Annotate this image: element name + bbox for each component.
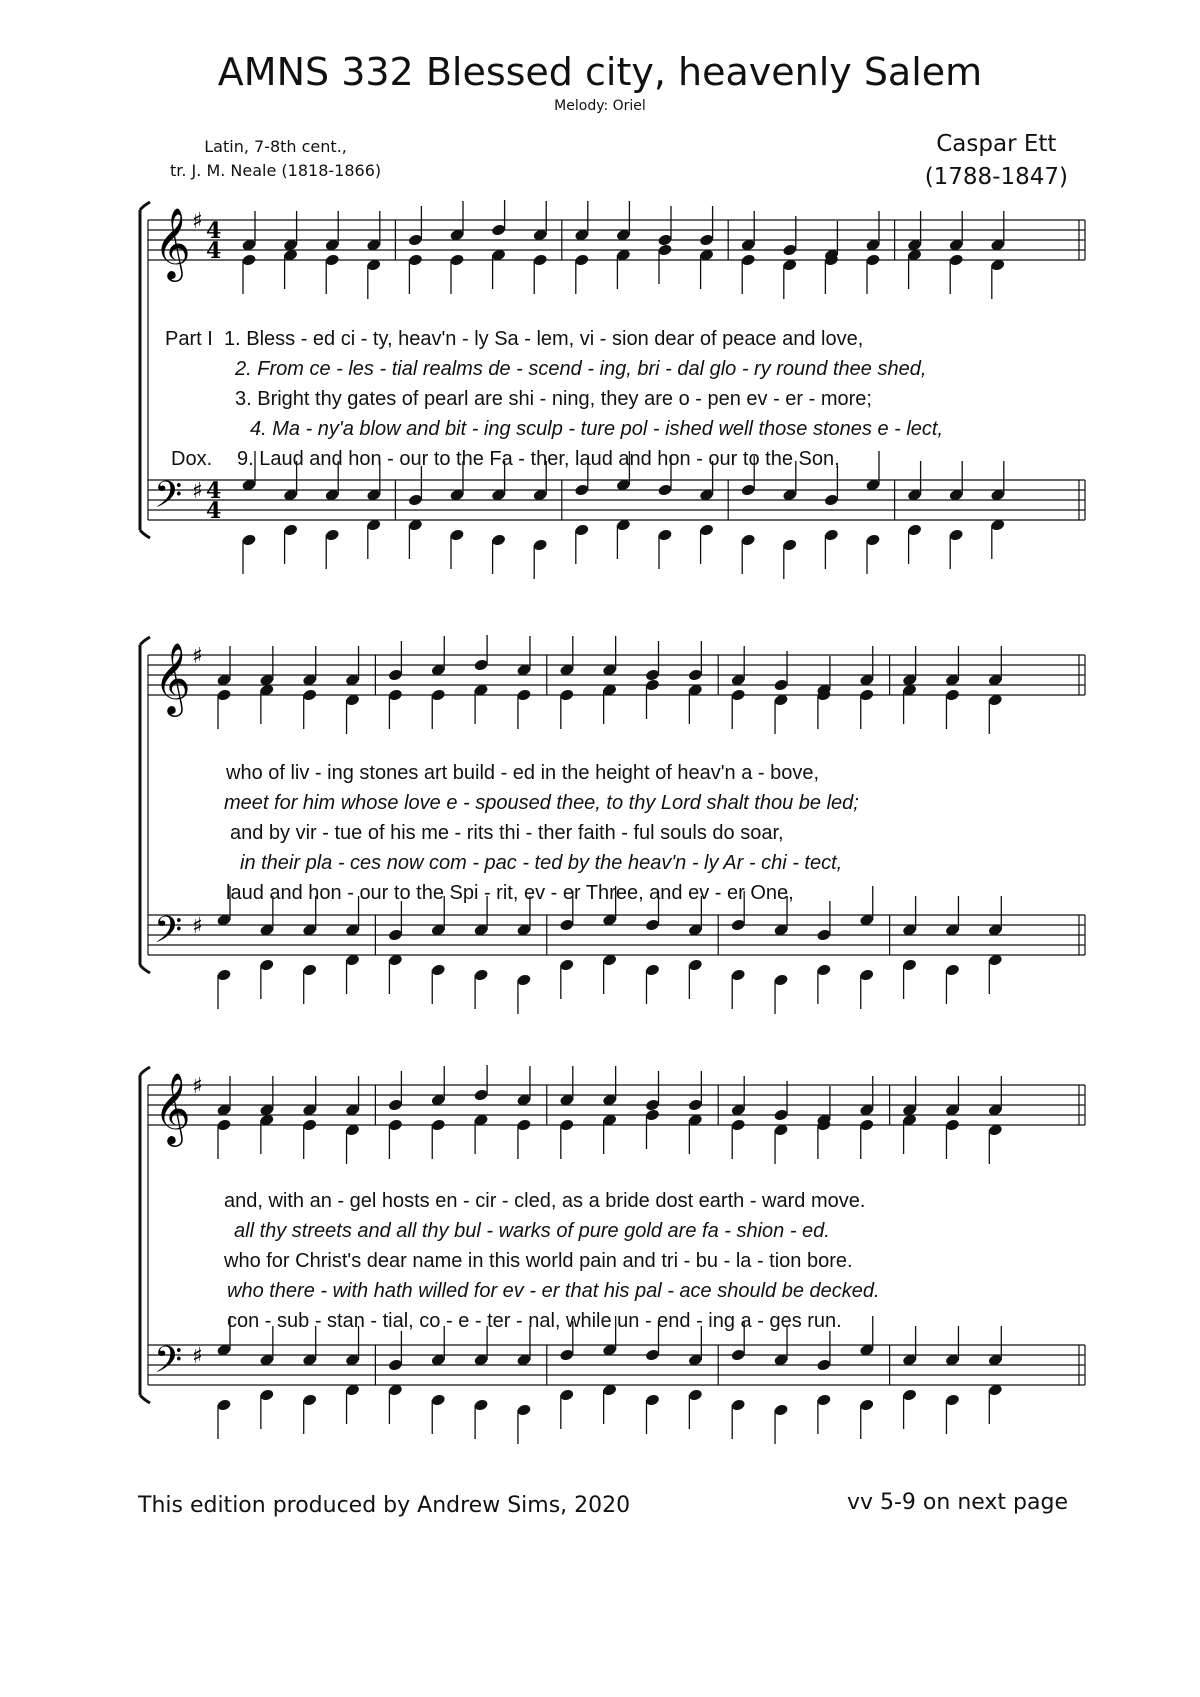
time-signature: 4 [206,238,222,264]
lyric-s3-v3: who for Christ's dear name in this world pain and tri - bu - la - tion bore. [224,1250,853,1272]
composer-name: Caspar Ett [936,131,1057,157]
continuation-note: vv 5-9 on next page [846,1490,1068,1515]
lyric-s3-v1: and, with an - gel hosts en - cir - cled, as a bride dost earth - ward move. [224,1190,866,1212]
lyric-s2-v5: laud and hon - our to the Spi - rit, ev - er Three, and ev - er One, [226,882,794,904]
words-credit [170,135,381,183]
lyric-s2-v1: who of liv - ing stones art build - ed in the height of heav'n a - bove, [226,762,820,784]
lyric-s3-v5: con - sub - stan - tial, co - e - ter - nal, while un - end - ing a - ges run. [227,1310,842,1332]
composer-dates: (1788-1847) [924,164,1068,190]
lyric-s1-v4: 4. Ma - ny'a blow and bit - ing sculp - ture pol - ished well those stones e - lect, [250,418,944,440]
edition-credit: This edition produced by Andrew Sims, 2020 [138,1493,631,1518]
lyric-s2-v4: in their pla - ces now com - pac - ted by the heav'n - ly Ar - chi - tect, [240,852,843,874]
time-signature: 4 [206,478,222,504]
sharp-icon: ♯ [192,914,203,939]
lyric-s3-v2: all thy streets and all thy bul - warks of pure gold are fa - shion - ed. [234,1220,830,1242]
treble-clef-icon: 𝄞 [154,641,191,714]
treble-clef-icon: 𝄞 [154,1071,191,1144]
bass-clef-icon: 𝄢 [154,474,183,525]
lyric-s1-v5: 9. Laud and hon - our to the Fa - ther, laud and hon - our to the Son, [237,448,840,470]
sharp-icon: ♯ [192,1344,203,1369]
sharp-icon: ♯ [192,644,203,669]
time-signature: 4 [206,218,222,244]
words-credit-line-1: Latin, 7-8th cent., [204,137,347,156]
bass-clef-icon: 𝄢 [154,1339,183,1390]
words-credit-line-2: tr. J. M. Neale (1818-1866) [170,161,382,180]
lyric-s2-v3: and by vir - tue of his me - rits thi - ther faith - ful souls do soar, [230,822,784,844]
sharp-icon: ♯ [192,209,203,234]
sharp-icon: ♯ [192,1074,203,1099]
lyric-s3-v4: who there - with hath willed for ev - er that his pal - ace should be decked. [227,1280,880,1302]
lyric-s1-v2: 2. From ce - les - tial realms de - scend - ing, bri - dal glo - ry round thee shed, [235,358,927,380]
melody-subtitle: Melody: Oriel [554,98,646,114]
part-label: Part I [165,328,213,350]
composer-credit [925,128,1068,194]
lyric-s1-v3: 3. Bright thy gates of pearl are shi - ning, they are o - pen ev - er - more; [235,388,872,410]
bass-clef-icon: 𝄢 [154,909,183,960]
time-signature: 4 [206,498,222,524]
page-title: AMNS 332 Blessed city, heavenly Salem [217,50,983,94]
treble-clef-icon: 𝄞 [154,206,191,279]
lyric-s1-v1: 1. Bless - ed ci - ty, heav'n - ly Sa - lem, vi - sion dear of peace and love, [224,328,864,350]
dox-label: Dox. [171,448,213,470]
lyric-s2-v2: meet for him whose love e - spoused thee, to thy Lord shalt thou be led; [224,792,859,814]
sharp-icon: ♯ [192,479,203,504]
